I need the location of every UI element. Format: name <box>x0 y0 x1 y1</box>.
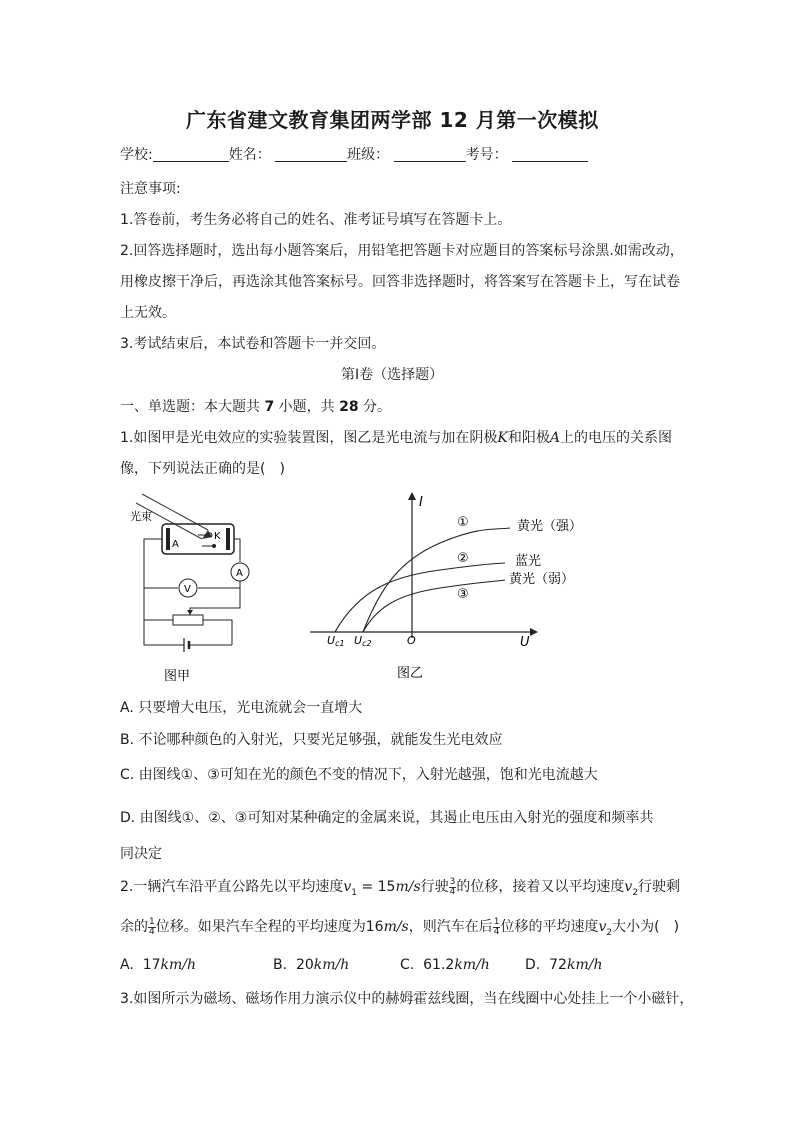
curve-2-number: ② <box>457 551 469 566</box>
q1-option-b: B. 不论哪种颜色的入射光，只要光足够强，就能发生光电效应 <box>120 732 503 748</box>
q2-avg-speed: 16 <box>365 919 384 935</box>
notice-item-2-line-2: 用橡皮擦干净后，再选涂其他答案标号。回答非选择题时，将答案写在答题卡上，写在试卷 <box>120 274 680 290</box>
q2-text-b: 行驶 <box>420 879 449 895</box>
part-text-c: 分。 <box>363 399 392 415</box>
slider-arrow <box>187 610 193 615</box>
curve-1-label: 黄光（强） <box>517 519 583 534</box>
wire-rheostat-left <box>144 588 173 620</box>
q2-text-e: 余的 <box>120 919 148 935</box>
notice-title: 注意事项: <box>120 181 181 197</box>
part-score: 28 <box>339 399 359 415</box>
q1-option-d-line-2: 同决定 <box>120 846 162 862</box>
q1-text-c: 上的电压的关系图 <box>559 430 672 446</box>
q2-var-v2-b: v <box>598 919 607 935</box>
q1-var-a: A <box>549 430 560 446</box>
q1-text-a: 1.如图甲是光电效应的实验装置图，图乙是光电流与加在阴极 <box>120 430 498 446</box>
q2-text-g: ，则汽车在后 <box>408 919 493 935</box>
u-axis-arrow <box>530 628 538 636</box>
anode-label: A <box>172 539 179 550</box>
page-title: 广东省建文教育集团两学部 12 月第一次模拟 <box>186 108 599 132</box>
uc1-label: Uc1 <box>327 634 345 648</box>
figure-jia-circuit <box>128 490 248 685</box>
ammeter-label: A <box>236 568 243 579</box>
name-label: 姓名： <box>228 147 271 163</box>
q2-stem-line-1 <box>120 876 680 898</box>
wire-right-mid <box>198 581 240 588</box>
q2-text-a: 2.一辆汽车沿平直公路先以平均速度 <box>120 879 344 895</box>
section-part-heading <box>120 396 391 416</box>
q2-text-d: 行驶剩 <box>638 879 681 895</box>
i-axis-label: I <box>419 495 423 510</box>
school-label: 学校: <box>120 147 153 163</box>
q2-var-v2-sub: 2 <box>632 887 639 898</box>
q2-stem-line-2 <box>120 916 679 938</box>
section-volume-title: 第Ⅰ卷（选择题） <box>341 367 444 383</box>
beam-label: 光束 <box>130 510 152 523</box>
q2-text-f: 位移。如果汽车全程的平均速度为 <box>155 919 366 935</box>
u-axis-label: U <box>520 635 530 650</box>
anode-plate <box>166 528 170 550</box>
q2-text-h: 位移的平均速度 <box>500 919 599 935</box>
curve-2-label: 蓝光 <box>515 554 542 569</box>
class-blank <box>394 147 466 162</box>
name-blank <box>275 147 347 162</box>
q2-option-c: C. 61.2km/h <box>400 957 490 973</box>
figure-yi-caption: 图乙 <box>397 666 424 681</box>
q2-eq: = 15 <box>357 879 396 895</box>
q2-var-v2-b-sub: 2 <box>606 927 613 938</box>
q2-var-v2: v <box>624 879 633 895</box>
q1-stem-line-1 <box>120 427 672 447</box>
number-blank <box>512 147 588 162</box>
q3-stem-line-1: 3.如图所示为磁场、磁场作用力演示仪中的赫姆霍兹线圈，当在线圈中心处挂上一个小磁针， <box>120 991 694 1007</box>
q2-var-v1: v <box>343 879 352 895</box>
notice-item-3: 3.考试结束后，本试卷和答题卡一并交回。 <box>120 336 386 352</box>
q1-option-a: A. 只要增大电压，光电流就会一直增大 <box>120 700 363 716</box>
q1-option-d-line-1: D. 由图线①、②、③可知对某种确定的金属来说，其遏止电压由入射光的强度和频率共 <box>120 810 654 826</box>
origin-label: O <box>407 634 416 647</box>
curve-2-blue <box>335 563 505 632</box>
cathode-label: K <box>214 531 221 542</box>
q1-text-b: 和阳极 <box>507 430 550 446</box>
notice-item-2-line-1: 2.回答选择题时，选出每小题答案后，用铅笔把答题卡对应题目的答案标号涂黑.如需改动， <box>120 243 684 259</box>
q1-stem-line-2: 像，下列说法正确的是( ) <box>120 461 285 477</box>
rheostat <box>173 615 203 625</box>
uc2-label: Uc2 <box>354 634 372 648</box>
voltmeter-label: V <box>184 584 191 595</box>
curve-1-yellow-strong <box>363 528 510 632</box>
wire-right-top <box>234 539 240 562</box>
part-text-a: 一、单选题：本大题共 <box>120 399 260 415</box>
q2-text-c: 的位移，接着又以平均速度 <box>456 879 625 895</box>
number-label: 考号： <box>465 147 508 163</box>
figure-jia-caption: 图甲 <box>164 669 191 684</box>
i-axis-arrow <box>408 492 416 500</box>
curve-3-number: ③ <box>457 587 469 602</box>
q1-var-k: K <box>497 430 508 446</box>
student-info-line <box>120 144 588 164</box>
school-blank <box>153 147 229 162</box>
figure-yi-iu-graph <box>305 488 583 685</box>
q1-option-c: C. 由图线①、③可知在光的颜色不变的情况下，入射光越强，饱和光电流越大 <box>120 767 598 783</box>
q2-fraction-3-4: $\frac{3}{4}$ <box>449 877 456 897</box>
notice-item-2-line-3: 上无效。 <box>120 305 176 321</box>
q2-fraction-1-4-a: $\frac{1}{4}$ <box>149 917 155 937</box>
q2-var-v1-sub: 1 <box>351 887 358 898</box>
q2-option-a: A. 17km/h <box>120 957 197 973</box>
cathode-plate <box>226 528 230 550</box>
q2-fraction-1-4-b: $\frac{1}{4}$ <box>493 917 500 937</box>
notice-item-1: 1.答卷前，考生务必将自己的姓名、准考证号填写在答题卡上。 <box>120 212 512 228</box>
class-label: 班级： <box>347 147 390 163</box>
curve-3-yellow-weak <box>363 580 505 632</box>
q2-unit-2: m/s <box>383 919 409 935</box>
slider-wire <box>190 588 240 614</box>
q2-text-i: 大小为( ) <box>612 919 680 935</box>
curve-3-label: 黄光（弱） <box>509 572 575 587</box>
part-text-b: 小题，共 <box>278 399 335 415</box>
curve-1-number: ① <box>457 515 469 530</box>
q2-option-d: D. 72km/h <box>525 957 603 973</box>
wire-rheostat-right <box>203 620 232 645</box>
part-question-count: 7 <box>264 399 275 415</box>
q2-unit-1: m/s <box>395 879 421 895</box>
electron-2 <box>212 544 216 548</box>
q2-option-b: B. 20km/h <box>273 957 350 973</box>
